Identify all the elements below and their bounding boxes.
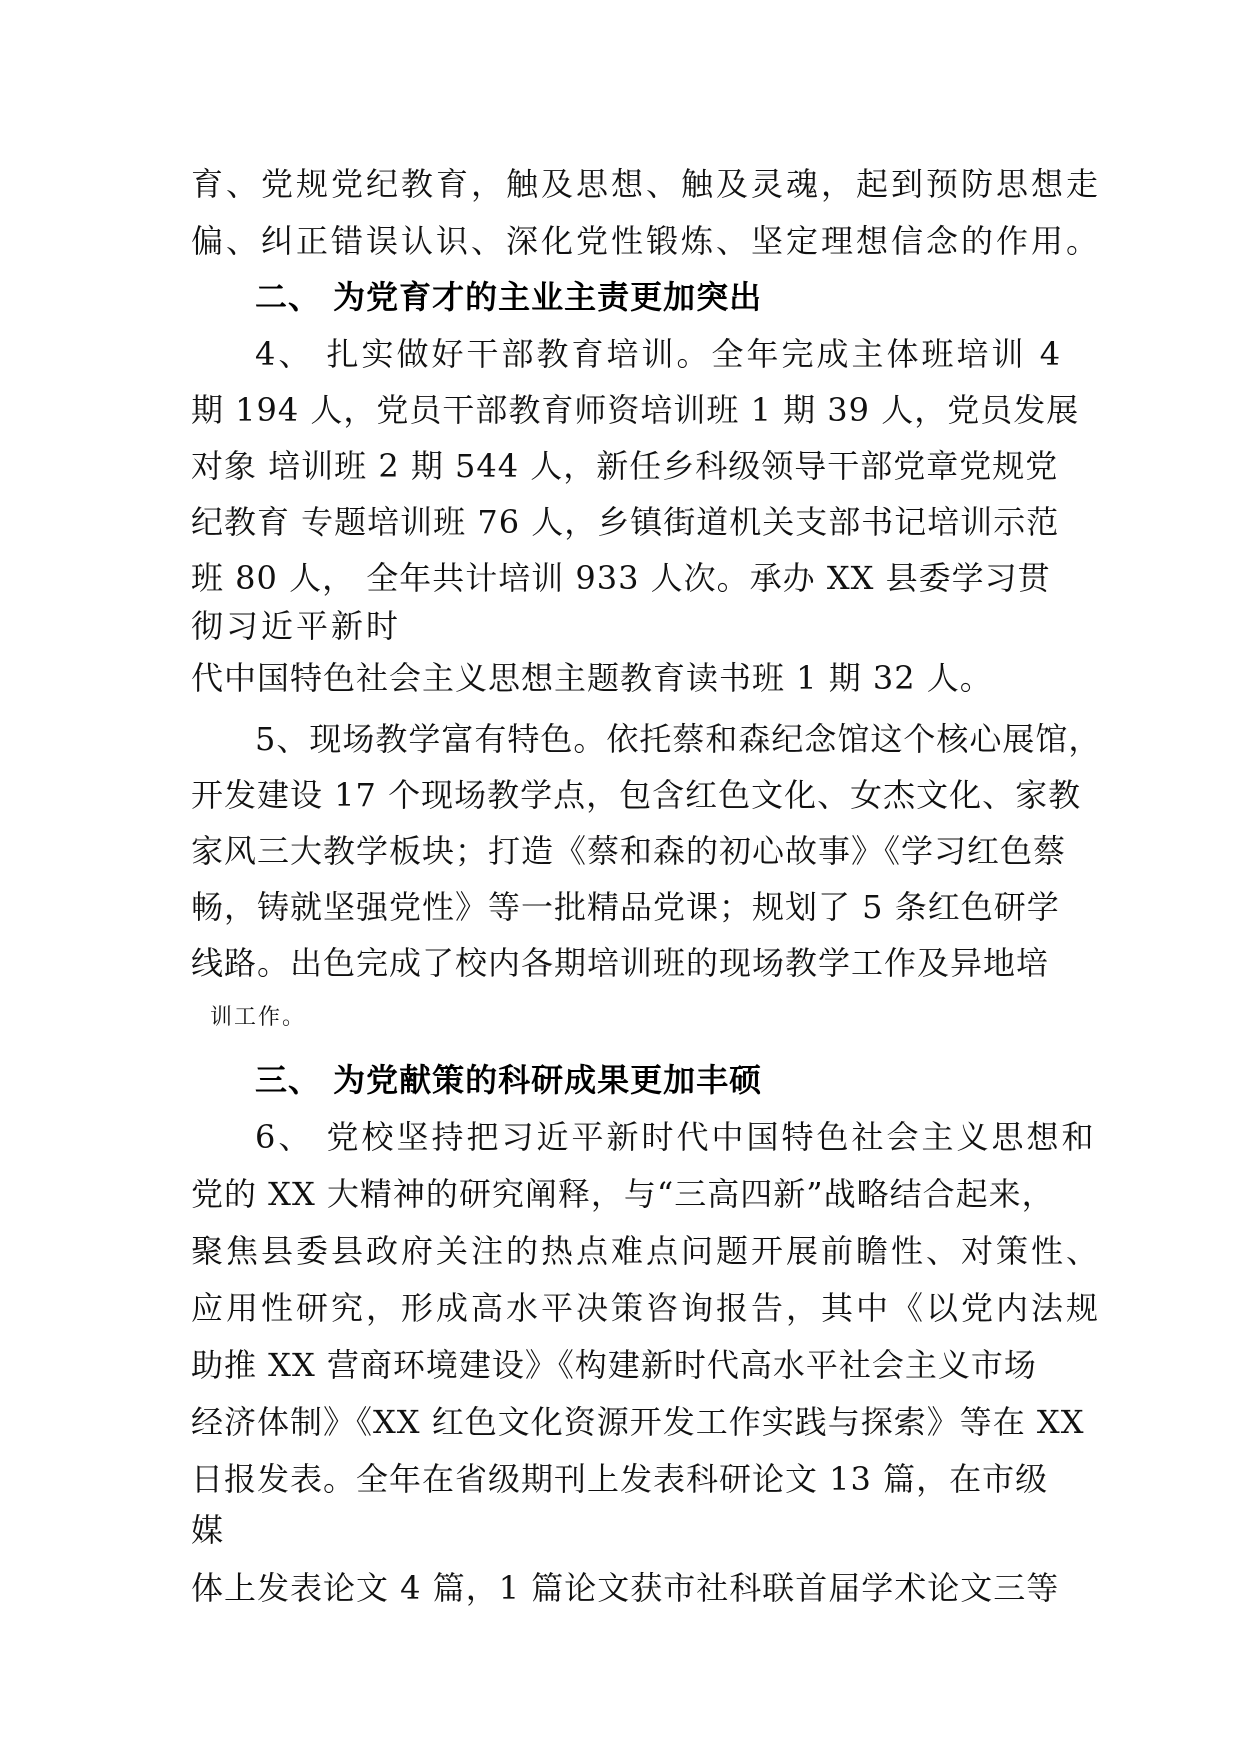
paragraph-line: 彻习近平新时 [191, 607, 402, 645]
paragraph-line: 家风三大教学板块；打造《蔡和森的初心故事》《学习红色蔡 [191, 832, 1067, 870]
paragraph-line: 党的 XX 大精神的研究阐释，与“三高四新”战略结合起来， [191, 1175, 1055, 1213]
paragraph-line: 纪教育 专题培训班 76 人，乡镇街道机关支部书记培训示范 [191, 503, 1060, 541]
paragraph-line: 班 80 人， 全年共计培训 933 人次。承办 XX 县委学习贯 [191, 559, 1051, 597]
paragraph-line: 畅，铸就坚强党性》等一批精品党课；规划了 5 条红色研学 [191, 888, 1060, 926]
paragraph-line: 体上发表论文 4 篇，1 篇论文获市社科联首届学术论文三等 [191, 1569, 1060, 1607]
paragraph-line: 期 194 人，党员干部教育师资培训班 1 期 39 人，党员发展 [191, 391, 1080, 429]
section-heading-3: 三、 为党献策的科研成果更加丰硕 [255, 1061, 763, 1099]
paragraph-line: 应用性研究，形成高水平决策咨询报告，其中《以党内法规 [191, 1289, 1102, 1327]
paragraph-line: 开发建设 17 个现场教学点，包含红色文化、女杰文化、家教 [191, 776, 1082, 814]
section-heading-2: 二、 为党育才的主业主责更加突出 [255, 278, 763, 316]
paragraph-line: 媒 [191, 1511, 227, 1549]
paragraph-line: 经济体制》《XX 红色文化资源开发工作实践与探索》等在 XX [191, 1403, 1085, 1441]
paragraph-line: 聚焦县委县政府关注的热点难点问题开展前瞻性、对策性、 [191, 1232, 1102, 1270]
paragraph-line: 对象 培训班 2 期 544 人，新任乡科级领导干部党章党规党 [191, 447, 1059, 485]
paragraph-line: 4、 扎实做好干部教育培训。全年完成主体班培训 4 [255, 335, 1064, 373]
paragraph-line: 6、 党校坚持把习近平新时代中国特色社会主义思想和 [255, 1118, 1097, 1156]
paragraph-line: 育、党规党纪教育，触及思想、触及灵魂，起到预防思想走 [191, 165, 1102, 203]
paragraph-line: 5、现场教学富有特色。依托蔡和森纪念馆这个核心展馆， [255, 720, 1102, 758]
paragraph-line: 日报发表。全年在省级期刊上发表科研论文 13 篇，在市级 [191, 1460, 1049, 1498]
paragraph-line: 代中国特色社会主义思想主题教育读书班 1 期 32 人。 [191, 659, 993, 697]
paragraph-line: 线路。出色完成了校内各期培训班的现场教学工作及异地培 [191, 944, 1050, 982]
paragraph-line: 训工作。 [210, 1005, 307, 1030]
paragraph-line: 助推 XX 营商环境建设》《构建新时代高水平社会主义市场 [191, 1346, 1037, 1384]
paragraph-line: 偏、纠正错误认识、深化党性锻炼、坚定理想信念的作用。 [191, 222, 1102, 260]
